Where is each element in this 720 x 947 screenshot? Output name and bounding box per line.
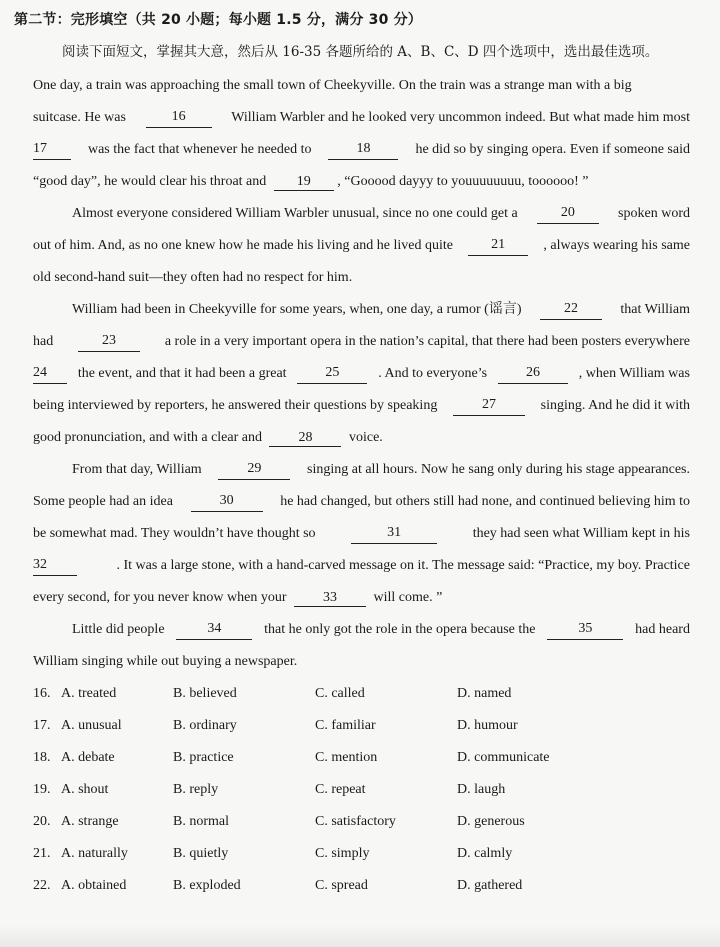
blank-21[interactable]: 21	[468, 236, 528, 256]
passage-line	[33, 492, 690, 512]
option-c[interactable]: C. simply	[315, 846, 370, 861]
blank-16[interactable]: 16	[146, 108, 212, 128]
passage-text: they had seen what William kept in his	[472, 526, 690, 541]
option-b[interactable]: B. exploded	[173, 878, 241, 893]
option-b[interactable]: B. normal	[173, 814, 229, 829]
option-a[interactable]: A. treated	[61, 686, 117, 701]
passage-line	[72, 620, 690, 640]
option-d[interactable]: D. laugh	[457, 782, 506, 797]
option-d[interactable]: D. generous	[457, 814, 525, 829]
passage-text: every second, for you never know when your	[33, 590, 287, 605]
passage-text: was the fact that whenever he needed to	[87, 142, 312, 157]
blank-29[interactable]: 29	[218, 460, 290, 480]
passage-line	[33, 332, 690, 352]
option-c[interactable]: C. mention	[315, 750, 378, 765]
passage-text: William had been in Cheekyville for some years, when, one day, a rumor (谣言)	[72, 302, 522, 317]
passage-line	[33, 76, 690, 96]
passage-text: a role in a very important opera in the nation’s capital, that there had been posters everywhere	[164, 334, 690, 349]
option-c[interactable]: C. repeat	[315, 782, 366, 797]
blank-34[interactable]: 34	[176, 620, 252, 640]
option-b[interactable]: B. practice	[173, 750, 234, 765]
passage-text: will come. ”	[373, 590, 443, 605]
passage-line	[72, 460, 690, 480]
passage-line	[72, 204, 690, 224]
question-number: 22.	[33, 878, 51, 893]
passage-text: out of him. And, as no one knew how he made his living and he lived quite	[33, 238, 453, 253]
option-b[interactable]: B. quietly	[173, 846, 229, 861]
passage-text: William Warbler and he looked very uncommon indeed. But what made him most	[231, 110, 690, 125]
passage-text: the event, and that it had been a great	[77, 366, 287, 381]
passage-line	[33, 236, 690, 256]
passage-text: that he only got the role in the opera because the	[264, 622, 536, 637]
option-c[interactable]: C. spread	[315, 878, 368, 893]
passage-text: old second-hand suit—they often had no respect for him.	[33, 270, 353, 285]
option-a[interactable]: A. obtained	[61, 878, 127, 893]
option-a[interactable]: A. unusual	[61, 718, 122, 733]
passage-line	[33, 268, 690, 288]
passage-text: had	[33, 334, 54, 349]
passage-text: be somewhat mad. They wouldn’t have thought so	[33, 526, 316, 541]
passage-text: voice.	[348, 430, 383, 445]
blank-18[interactable]: 18	[328, 140, 398, 160]
question-number: 16.	[33, 686, 51, 701]
passage-text: suitcase. He was	[33, 110, 126, 125]
passage-line	[33, 588, 690, 608]
blank-33[interactable]: 33	[294, 589, 366, 607]
blank-28[interactable]: 28	[269, 429, 341, 447]
blank-27[interactable]: 27	[453, 396, 525, 416]
passage-text: he had changed, but others still had none, and continued believing him to	[280, 494, 690, 509]
option-b[interactable]: B. believed	[173, 686, 237, 701]
page-bottom-edge	[0, 925, 720, 947]
passage-text: spoken word	[618, 206, 690, 221]
option-a[interactable]: A. debate	[61, 750, 115, 765]
blank-31[interactable]: 31	[351, 524, 437, 544]
question-number: 19.	[33, 782, 51, 797]
question-number: 21.	[33, 846, 51, 861]
option-b[interactable]: B. reply	[173, 782, 219, 797]
blank-32[interactable]: 32	[33, 556, 77, 576]
blank-19[interactable]: 19	[274, 173, 334, 191]
blank-22[interactable]: 22	[540, 300, 602, 320]
passage-text: he did so by singing opera. Even if someone said	[415, 142, 690, 157]
passage-text: . And to everyone’s	[378, 366, 488, 381]
blank-24[interactable]: 24	[33, 364, 67, 384]
passage-line	[33, 524, 690, 544]
blank-30[interactable]: 30	[191, 492, 263, 512]
passage-line	[33, 108, 690, 128]
question-number: 20.	[33, 814, 51, 829]
passage-text: Little did people	[72, 622, 165, 637]
blank-26[interactable]: 26	[498, 364, 568, 384]
passage-text: , always wearing his same	[543, 238, 690, 253]
passage-line	[33, 556, 690, 576]
passage-text: being interviewed by reporters, he answered their questions by speaking	[33, 398, 438, 413]
section-heading: 第二节：完形填空（共 20 小题；每小题 1.5 分，满分 30 分）	[14, 12, 423, 28]
option-c[interactable]: C. familiar	[315, 718, 376, 733]
passage-text: singing at all hours. Now he sang only during his stage appearances.	[307, 462, 690, 477]
passage-text: . It was a large stone, with a hand-carved message on it. The message said: “Practice, my boy. Practice	[116, 558, 690, 573]
blank-23[interactable]: 23	[78, 332, 140, 352]
question-number: 18.	[33, 750, 51, 765]
option-a[interactable]: A. strange	[61, 814, 119, 829]
option-d[interactable]: D. gathered	[457, 878, 523, 893]
blank-20[interactable]: 20	[537, 204, 599, 224]
passage-line	[33, 396, 690, 416]
passage-text: One day, a train was approaching the small town of Cheekyville. On the train was a strange man with a big	[33, 78, 632, 93]
passage-text: Almost everyone considered William Warbler unusual, since no one could get a	[72, 206, 518, 221]
passage-line	[33, 172, 690, 192]
instruction-text: 阅读下面短文，掌握其大意，然后从 16-35 各题所给的 A、B、C、D 四个选项中，选出最佳选项。	[62, 44, 659, 60]
passage-text: , “Gooood dayyy to youuuuuuuu, toooooo! ”	[337, 174, 589, 189]
option-b[interactable]: B. ordinary	[173, 718, 237, 733]
option-d[interactable]: D. calmly	[457, 846, 513, 861]
passage-text: good pronunciation, and with a clear and	[33, 430, 262, 445]
blank-17[interactable]: 17	[33, 140, 71, 160]
option-a[interactable]: A. naturally	[61, 846, 128, 861]
blank-25[interactable]: 25	[297, 364, 367, 384]
passage-text: “good day”, he would clear his throat and	[33, 174, 267, 189]
passage-text: From that day, William	[72, 462, 202, 477]
passage-line	[33, 364, 690, 384]
option-d[interactable]: D. communicate	[457, 750, 550, 765]
option-c[interactable]: C. satisfactory	[315, 814, 396, 829]
passage-line	[33, 428, 690, 448]
option-a[interactable]: A. shout	[61, 782, 109, 797]
passage-text: that William	[620, 302, 690, 317]
passage-text: singing. And he did it with	[540, 398, 690, 413]
option-c[interactable]: C. called	[315, 686, 365, 701]
passage-text: William singing while out buying a newspaper.	[33, 654, 298, 669]
passage-text: had heard	[635, 622, 690, 637]
passage-text: , when William was	[578, 366, 690, 381]
passage-line	[72, 300, 690, 320]
passage-line	[33, 652, 690, 672]
passage-text: Some people had an idea	[33, 494, 173, 509]
passage-line	[33, 140, 690, 160]
blank-35[interactable]: 35	[547, 620, 623, 640]
question-number: 17.	[33, 718, 51, 733]
option-d[interactable]: D. named	[457, 686, 512, 701]
option-d[interactable]: D. humour	[457, 718, 518, 733]
instruction-line	[62, 42, 690, 62]
